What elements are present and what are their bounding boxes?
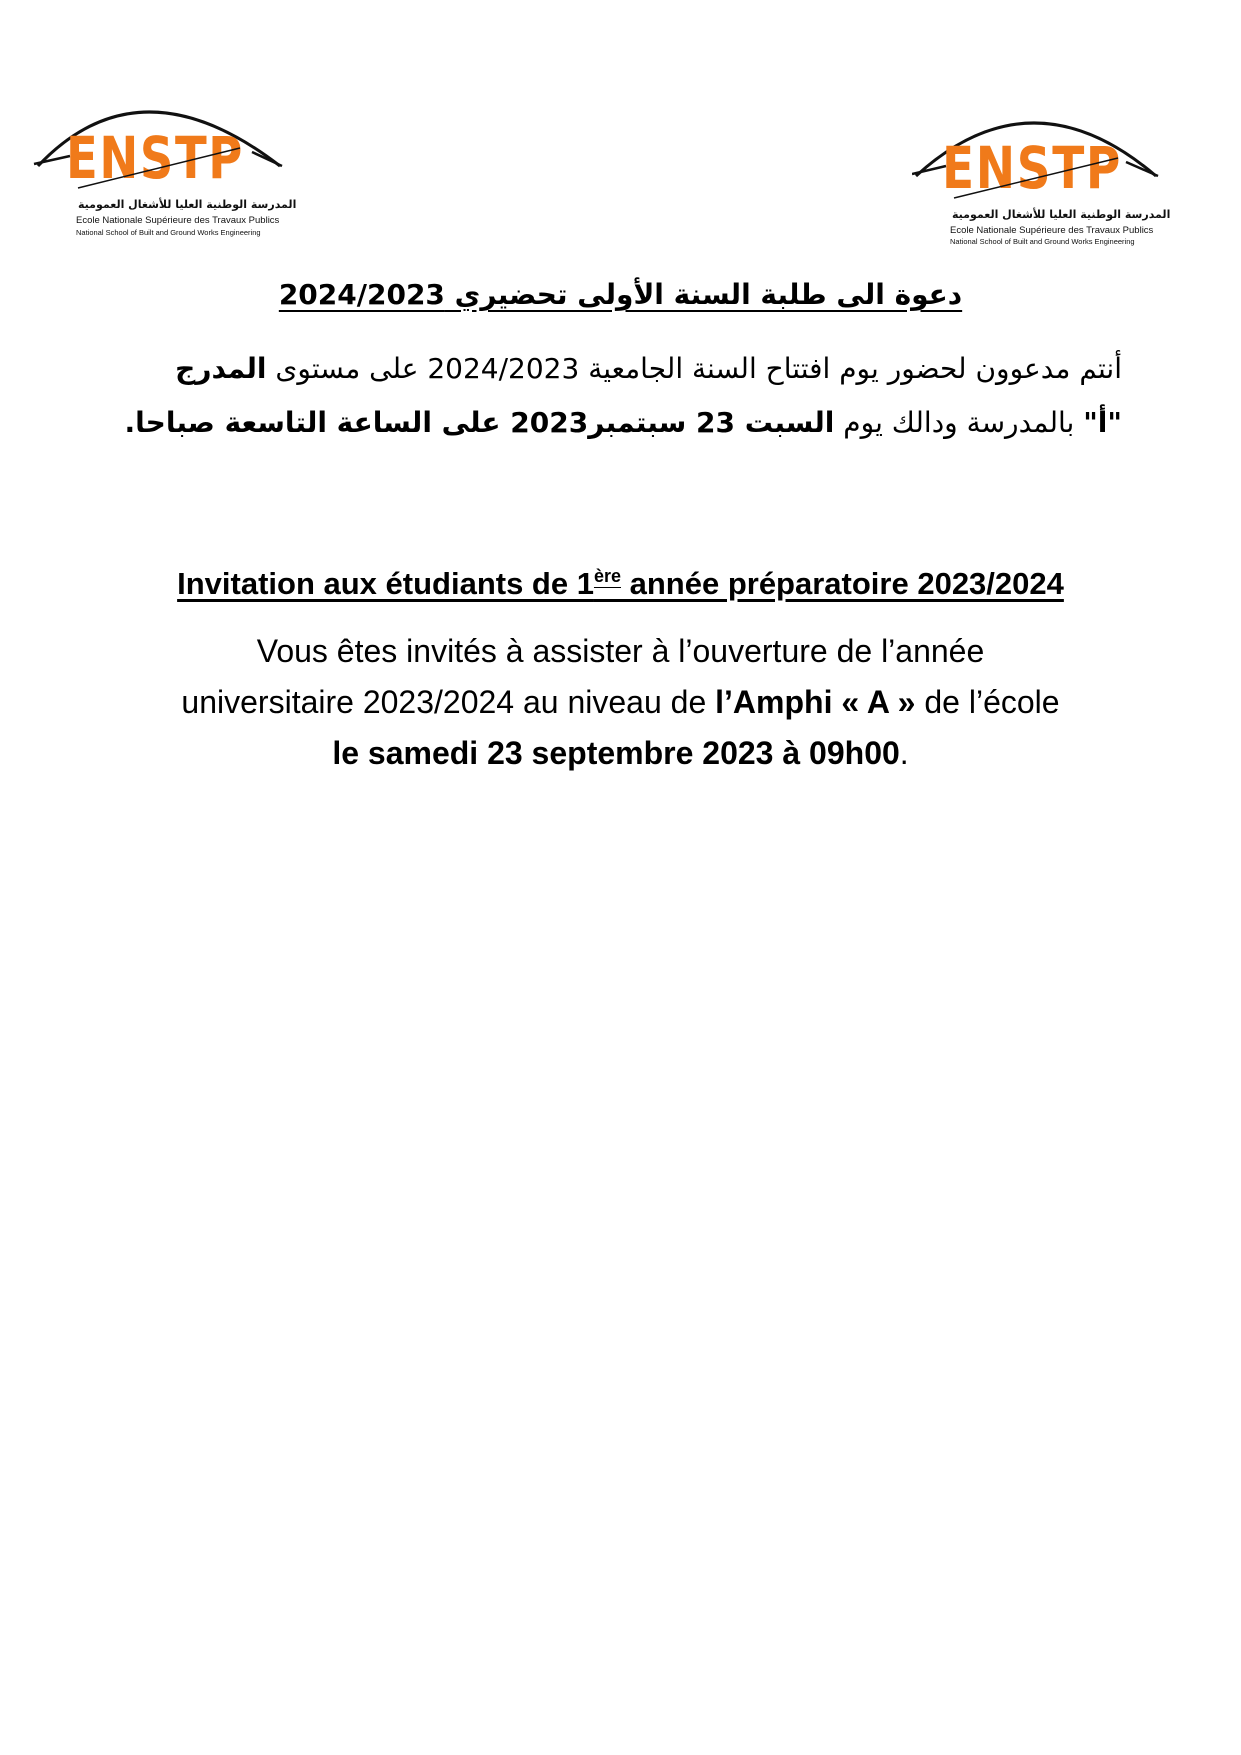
logo-wordmark: ENSTP	[66, 124, 244, 192]
arabic-text-bold: السبت 23 سبتمبر2023 على الساعة التاسعة صباحا.	[124, 406, 835, 439]
logo-french-name: Ecole Nationale Supérieure des Travaux Publics	[76, 215, 280, 226]
french-body-line-2	[0, 677, 1241, 728]
logo-wordmark: ENSTP	[942, 134, 1122, 202]
french-text-bold: l’Amphi « A »	[715, 684, 916, 720]
logo-english-name: National School of Built and Ground Works Engineering	[950, 237, 1135, 246]
arabic-invitation-body	[120, 342, 1122, 450]
french-title-superscript: ère	[593, 566, 621, 586]
arabic-text-bold: "أ"	[1083, 406, 1122, 439]
french-text: de l’école	[915, 684, 1060, 720]
arabic-invitation-title: دعوة الى طلبة السنة الأولى تحضيري 2024/2023	[278, 278, 963, 311]
arabic-body-line-1	[120, 342, 1122, 396]
french-text: .	[899, 735, 909, 771]
logo-arabic-name: المدرسة الوطنية العليا للأشغال العمومية	[78, 198, 297, 211]
enstp-logo-left	[30, 88, 310, 238]
french-body-line-3	[0, 728, 1241, 779]
arabic-text-bold: المدرج	[175, 352, 267, 385]
arabic-body-line-2	[120, 396, 1122, 450]
arabic-text: بالمدرسة ودالك يوم	[834, 406, 1084, 439]
enstp-logo-right	[912, 100, 1192, 250]
logo-arabic-name: المدرسة الوطنية العليا للأشغال العمومية	[952, 208, 1171, 221]
french-body-line-1: Vous êtes invités à assister à l’ouverture de l’année	[256, 633, 985, 669]
french-title-text: année préparatoire 2023/2024	[621, 566, 1064, 601]
french-invitation-title	[0, 566, 1241, 602]
french-text-bold: le samedi 23 septembre 2023 à 09h00	[332, 735, 900, 771]
logo-english-name: National School of Built and Ground Works Engineering	[76, 228, 261, 237]
french-title-text: Invitation aux étudiants de 1	[177, 566, 594, 601]
french-text: universitaire 2023/2024 au niveau de	[181, 684, 716, 720]
french-invitation-body	[0, 626, 1241, 779]
logo-french-name: Ecole Nationale Supérieure des Travaux Publics	[950, 225, 1154, 236]
arabic-text: أنتم مدعوون لحضور يوم افتتاح السنة الجامعية 2024/2023 على مستوى	[266, 352, 1122, 385]
